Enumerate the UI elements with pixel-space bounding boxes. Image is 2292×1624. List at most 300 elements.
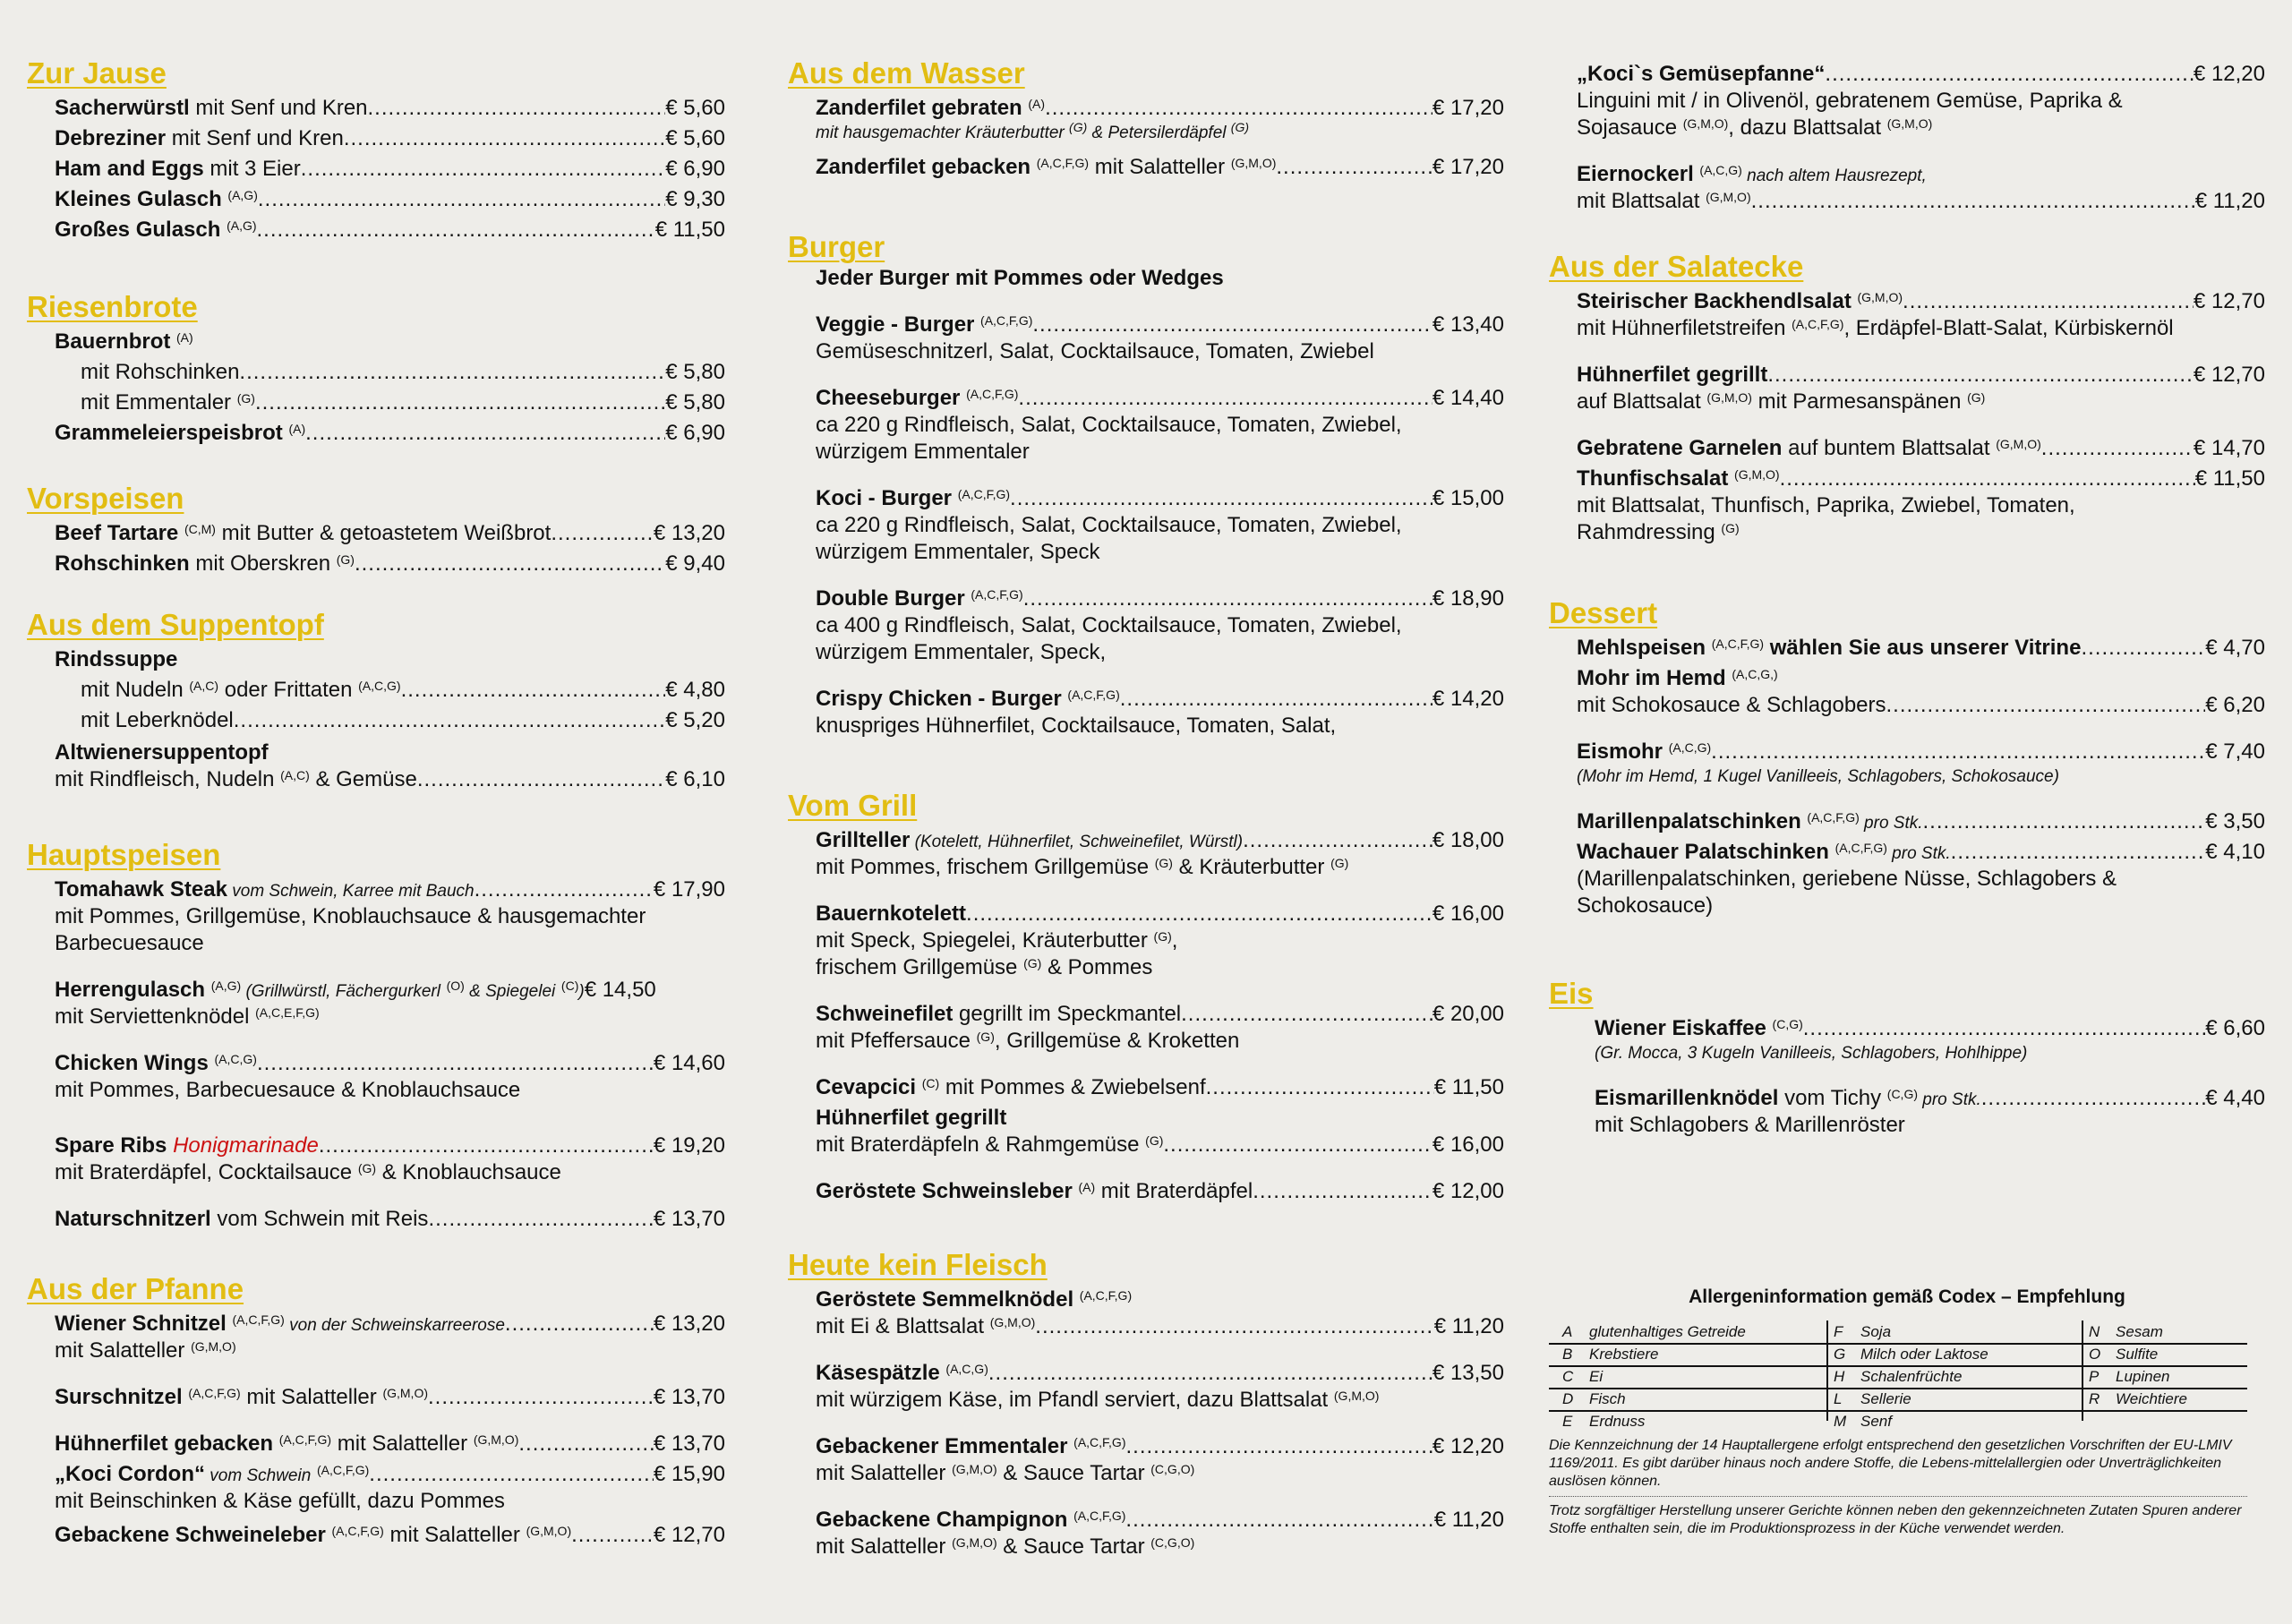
allergen-name: Erdnuss (1589, 1413, 1646, 1430)
menu-item (55, 1050, 725, 1104)
item-name: Wiener Schnitzel (55, 1312, 227, 1336)
menu-item (816, 1433, 1504, 1487)
allergen-code: (A,C,F,G) (957, 487, 1011, 501)
item-detail: vom Schwein (205, 1466, 312, 1485)
item-name: Tomahawk Steak (55, 877, 227, 902)
menu-item (1577, 61, 2265, 141)
item-description: Linguini mit / in Olivenöl, gebratenem Gemüse, Paprika & (1577, 89, 2123, 113)
item-name: Eiernockerl (1577, 162, 1694, 186)
allergen-code: (G,M,O) (1333, 1389, 1380, 1403)
item-price: € 3,50 (2205, 809, 2265, 833)
item-price: € 17,90 (653, 877, 725, 902)
item-price: € 5,80 (665, 390, 725, 415)
allergen-table (1549, 1321, 2247, 1430)
item-description: Rahmdressing (1577, 520, 1715, 544)
item-detail: pro Stk. (1859, 814, 1923, 833)
menu-item (1577, 665, 2265, 719)
item-name: Double Burger (816, 586, 965, 611)
item-detail: nach altem Hausrezept, (1741, 167, 1927, 185)
allergen-code: (A) (1028, 97, 1046, 111)
item-name: Herrengulasch (55, 978, 206, 1002)
section-title: Vorspeisen (27, 482, 184, 515)
item-description: mit Braterdäpfel, Cocktailsauce (55, 1160, 353, 1184)
subheading: Altwienersuppentopf (55, 740, 269, 765)
menu-item (1577, 288, 2265, 342)
allergen-letter: P (2089, 1368, 2100, 1385)
menu-item (55, 1206, 725, 1233)
item-description: mit Blattsalat (1577, 189, 1700, 213)
item-price: € 11,50 (2194, 466, 2265, 491)
menu-item (1577, 839, 2265, 919)
item-detail: vom Tichy (1778, 1086, 1882, 1110)
allergen-code: (C,G,O) (1150, 1535, 1195, 1550)
item-detail: pro Stk. (1886, 844, 1951, 863)
item-price: € 16,00 (1432, 1133, 1504, 1157)
menu-item (1577, 435, 2265, 462)
allergen-code: (G,M,O) (473, 1432, 519, 1447)
allergen-letter: H (1834, 1368, 1845, 1385)
item-description: mit Braterdäpfeln & Rahmgemüse (816, 1133, 1140, 1157)
item-name: Koci - Burger (816, 486, 953, 510)
allergen-letter: L (1834, 1390, 1843, 1407)
menu-item (1595, 1085, 2265, 1139)
allergen-code: (A,C) (280, 768, 310, 782)
item-description: mit Schlagobers & Marillenröster (1595, 1113, 1905, 1137)
allergen-code: (A,C,F,G) (1067, 688, 1120, 702)
item-name: Geröstete Semmelknödel (816, 1287, 1074, 1312)
item-detail: vom Schwein, Karree mit Bauch (227, 882, 475, 901)
item-name: Crispy Chicken - Burger (816, 687, 1062, 711)
item-price: € 17,20 (1432, 96, 1504, 120)
item-price: € 4,10 (2205, 840, 2265, 864)
allergen-code: (A,C) (189, 679, 219, 693)
item-detail: & Spiegelei (464, 982, 556, 1001)
allergen-letter: F (1834, 1323, 1843, 1340)
allergen-letter: O (2089, 1346, 2101, 1363)
allergen-code: (C) (921, 1076, 940, 1090)
allergen-code: (G,M,O) (989, 1315, 1036, 1329)
item-description: Barbecuesauce (55, 931, 204, 955)
allergen-code: (G) (1330, 856, 1349, 870)
menu-item (816, 1507, 1504, 1560)
item-description: , Erdäpfel-Blatt-Salat, Kürbiskernöl (1843, 316, 2174, 340)
allergen-code: (A,C,F,G) (316, 1463, 370, 1477)
item-description: auf Blattsalat (1577, 389, 1701, 414)
item-name: mit Leberknödel (81, 708, 234, 732)
item-description: würzigem Emmentaler, Speck (816, 540, 1100, 564)
item-price: € 14,20 (1432, 687, 1504, 711)
section-pfanne-vegetarisch (1549, 57, 2265, 215)
allergen-code: (G) (1023, 956, 1042, 970)
item-description: (Gr. Mocca, 3 Kugeln Vanilleeis, Schlagobers, Hohlhippe) (1595, 1044, 2028, 1063)
allergen-info (1549, 1285, 2265, 1538)
allergen-name: Schalenfrüchte (1860, 1368, 1963, 1385)
allergen-letter: B (1562, 1346, 1573, 1363)
section-title: Eis (1549, 977, 1594, 1010)
allergen-code: (O) (446, 979, 465, 993)
item-name: Eismohr (1577, 739, 1663, 764)
allergen-code: (G) (357, 1161, 377, 1175)
item-price: € 9,40 (665, 551, 725, 576)
item-name: mit Rindfleisch, Nudeln (55, 767, 275, 791)
menu-item (816, 154, 1504, 181)
item-price: € 15,00 (1432, 486, 1504, 510)
item-description: & Knoblauchsauce (376, 1160, 561, 1184)
item-description: Schokosauce) (1577, 893, 1714, 918)
item-price: € 12,70 (2193, 289, 2265, 313)
table-row (1549, 1388, 2247, 1412)
section-riesenbrote (27, 289, 725, 447)
allergen-code: (A,C,F,G) (980, 313, 1033, 328)
section-title: Riesenbrote (27, 290, 198, 323)
item-price: € 14,40 (1432, 386, 1504, 410)
menu-item (55, 420, 725, 447)
item-name: Gebackener Emmentaler (816, 1434, 1068, 1458)
item-price: € 13,70 (653, 1432, 725, 1456)
menu-item (55, 551, 725, 577)
allergen-code: (A,C,F,G) (1792, 317, 1844, 331)
menu-item (55, 186, 725, 213)
item-description: Gemüseschnitzerl, Salat, Cocktailsauce, Tomaten, Zwiebel (816, 339, 1374, 363)
item-name: Gebratene Garnelen (1577, 436, 1783, 460)
allergen-code: (A,C,G) (945, 1362, 988, 1376)
item-description: & Sauce Tartar (996, 1461, 1145, 1485)
allergen-code: (G,M,O) (952, 1535, 997, 1550)
menu-item (1577, 635, 2265, 662)
allergen-code: (G) (976, 1030, 995, 1044)
item-description: ca 400 g Rindfleisch, Salat, Cocktailsauce, Tomaten, Zwiebel, (816, 613, 1402, 637)
item-name: Veggie - Burger (816, 312, 975, 337)
section-pfanne (27, 1271, 725, 1549)
item-description: Sojasauce (1577, 115, 1678, 140)
section-title: Aus dem Suppentopf (27, 608, 324, 641)
item-price: € 13,20 (653, 521, 725, 545)
item-price: € 11,20 (1433, 1314, 1504, 1338)
menu-item (816, 901, 1504, 981)
allergen-code: (C) (560, 979, 579, 993)
item-description: mit Salatteller (816, 1534, 946, 1559)
allergen-code: (G,M,O) (1230, 156, 1277, 170)
allergen-code: (A,G) (227, 218, 257, 233)
item-name: Hühnerfilet gegrillt (1577, 363, 1768, 387)
allergen-title: Allergeninformation gemäß Codex – Empfehlung (1689, 1286, 2125, 1307)
allergen-code: (G) (1967, 390, 1986, 405)
item-price: € 5,60 (665, 96, 725, 120)
menu-item (816, 1105, 1504, 1158)
item-price: € 11,50 (654, 218, 725, 242)
item-description: ca 220 g Rindfleisch, Salat, Cocktailsauce, Tomaten, Zwiebel, (816, 413, 1402, 437)
menu-item (55, 1384, 725, 1411)
section-title: Hauptspeisen (27, 838, 221, 871)
allergen-code: (C,M) (184, 522, 216, 536)
item-detail: mit Pommes & Zwiebelsenf (939, 1075, 1206, 1099)
item-name: Kleines Gulasch (55, 187, 222, 211)
section-dessert (1549, 595, 2265, 919)
item-price: € 14,50 (584, 978, 656, 1002)
item-detail: mit Braterdäpfel (1095, 1179, 1253, 1203)
allergen-name: Ei (1589, 1368, 1604, 1385)
item-name: Käsespätzle (816, 1361, 940, 1385)
allergen-code: (A,C,F,G) (1036, 156, 1090, 170)
item-name: Zanderfilet gebraten (816, 96, 1022, 120)
item-name: Hühnerfilet gegrillt (816, 1106, 1007, 1130)
allergen-code: (G) (1154, 856, 1173, 870)
item-name: Cevapcici (816, 1075, 917, 1099)
section-title: Zur Jause (27, 56, 167, 90)
item-description: knuspriges Hühnerfilet, Cocktailsauce, Tomaten, Salat, (816, 714, 1337, 738)
item-price: € 5,20 (665, 708, 725, 732)
section-vorspeisen (27, 481, 725, 577)
item-name: Beef Tartare (55, 521, 179, 545)
item-name: Mehlspeisen (1577, 636, 1706, 660)
allergen-code: (A,C,F,G) (1079, 1288, 1133, 1303)
item-detail: (Grillwürstl, Fächergurkerl (241, 982, 440, 1001)
section-heute-kein-fleisch (788, 1247, 1504, 1560)
item-description: mit Pommes, Barbecuesauce & Knoblauchsauce (55, 1078, 521, 1102)
item-price: € 9,30 (665, 187, 725, 211)
allergen-code: (A,G) (210, 979, 242, 993)
allergen-name: glutenhaltiges Getreide (1589, 1323, 1746, 1340)
item-price: € 12,70 (2193, 363, 2265, 387)
item-description: frischem Grillgemüse (816, 955, 1018, 979)
allergen-name: Lupinen (2116, 1368, 2170, 1385)
item-price: € 11,20 (2194, 189, 2265, 213)
item-name: Sacherwürstl (55, 96, 190, 120)
item-price: € 17,20 (1432, 155, 1504, 179)
menu-item (816, 585, 1504, 666)
item-name: Grillteller (816, 828, 911, 852)
item-price: € 13,20 (653, 1312, 725, 1336)
menu-item (55, 766, 725, 793)
item-detail: mit Salatteller (331, 1432, 468, 1456)
item-description: mit Speck, Spiegelei, Kräuterbutter (816, 928, 1148, 953)
item-price: € 6,60 (2205, 1016, 2265, 1040)
item-price: € 6,90 (665, 421, 725, 445)
item-description: ca 220 g Rindfleisch, Salat, Cocktailsauce, Tomaten, Zwiebel, (816, 513, 1402, 537)
section-title: Aus der Pfanne (27, 1272, 244, 1305)
allergen-code: (A,C,F,G) (278, 1432, 332, 1447)
menu-item (816, 312, 1504, 365)
allergen-code: (G,M,O) (1857, 290, 1903, 304)
item-name: „Koci Cordon“ (55, 1462, 205, 1486)
section-title: Burger (788, 230, 885, 263)
item-price: € 19,20 (653, 1133, 725, 1158)
allergen-code: (A,C,G) (214, 1052, 257, 1066)
item-price: € 6,20 (2205, 693, 2265, 717)
item-description: , Grillgemüse & Kroketten (994, 1029, 1240, 1053)
allergen-code: (A) (1078, 1180, 1096, 1194)
allergen-code: (G,M,O) (191, 1339, 236, 1354)
item-price: € 6,10 (665, 767, 725, 791)
allergen-code: (G) (1230, 120, 1249, 134)
allergen-name: Soja (1860, 1323, 1892, 1340)
item-description: & Pommes (1041, 955, 1153, 979)
item-description: würzigem Emmentaler, Speck, (816, 640, 1107, 664)
item-name: Wiener Eiskaffee (1595, 1016, 1766, 1040)
item-price: € 12,00 (1432, 1179, 1504, 1203)
item-name: Hühnerfilet gebacken (55, 1432, 274, 1456)
menu-item (55, 977, 725, 1030)
item-price: € 12,70 (653, 1523, 725, 1547)
item-price: € 13,50 (1432, 1361, 1504, 1385)
item-detail: mit Oberskren (189, 551, 331, 576)
allergen-code: (A,C,F,G) (188, 1386, 241, 1400)
item-name: mit Rohschinken (81, 360, 240, 384)
item-description: (Marillenpalatschinken, geriebene Nüsse, Schlagobers & (1577, 867, 2117, 891)
allergen-code: (G) (236, 391, 255, 406)
item-detail: mit Salatteller (383, 1523, 520, 1547)
table-row (1549, 1410, 2247, 1432)
item-price: € 12,20 (1432, 1434, 1504, 1458)
allergen-letter: N (2089, 1323, 2100, 1340)
section-aus-dem-wasser (788, 56, 1504, 181)
item-detail: ) (578, 982, 585, 1001)
allergen-code: (A,C,G) (1668, 740, 1712, 755)
item-price: € 6,90 (665, 157, 725, 181)
item-name: Gebackene Champignon (816, 1508, 1068, 1532)
allergen-code: (A,C,F,G) (1834, 841, 1887, 855)
item-price: € 16,00 (1432, 902, 1504, 926)
subheading: Rindssuppe (55, 647, 178, 671)
item-name: Rohschinken (55, 551, 190, 576)
allergen-name: Sellerie (1860, 1390, 1911, 1407)
item-detail: mit Salatteller (240, 1385, 377, 1409)
item-name: Gebackene Schweineleber (55, 1523, 326, 1547)
item-name: Cheeseburger (816, 386, 961, 410)
allergen-name: Fisch (1589, 1390, 1626, 1407)
item-name: Thunfischsalat (1577, 466, 1729, 491)
menu-item (816, 827, 1504, 881)
item-price: € 20,00 (1432, 1002, 1504, 1026)
item-detail: vom Schwein mit Reis (210, 1207, 429, 1231)
allergen-letter: G (1834, 1346, 1846, 1363)
allergen-code: (G,M,O) (1734, 467, 1780, 482)
subheading-text: Bauernbrot (55, 329, 171, 354)
allergen-code: (A,C,G) (358, 679, 401, 693)
allergen-code: (G) (1153, 929, 1172, 944)
item-name: Geröstete Schweinsleber (816, 1179, 1073, 1203)
item-price: € 14,70 (2193, 436, 2265, 460)
allergen-letter: A (1562, 1323, 1573, 1340)
menu-item (816, 1360, 1504, 1414)
divider (1549, 1496, 2247, 1497)
section-salatecke (1549, 249, 2265, 546)
allergen-letter: M (1834, 1413, 1847, 1430)
allergen-code: (C,G,O) (1150, 1462, 1195, 1476)
item-detail: mit Senf und Kren (189, 96, 368, 120)
menu-item (1577, 739, 2265, 789)
item-description: mit Pfeffersauce (816, 1029, 971, 1053)
item-price: € 13,40 (1432, 312, 1504, 337)
menu-item (55, 1431, 725, 1457)
item-name: Surschnitzel (55, 1385, 183, 1409)
section-suppentopf (27, 607, 725, 793)
menu-item (55, 1311, 725, 1364)
menu-item (1577, 362, 2265, 415)
item-name: Marillenpalatschinken (1577, 809, 1801, 833)
allergen-name: Krebstiere (1589, 1346, 1659, 1363)
item-price: € 4,70 (2205, 636, 2265, 660)
item-detail: mit 3 Eier (203, 157, 301, 181)
item-price: € 12,20 (2193, 62, 2265, 86)
menu-item (816, 385, 1504, 466)
item-name: Chicken Wings (55, 1051, 209, 1075)
menu-item (1595, 1015, 2265, 1065)
section-zur-jause (27, 56, 725, 244)
allergen-code: (G,M,O) (1996, 437, 2041, 451)
item-description: mit Salatteller (816, 1461, 946, 1485)
allergen-code: (G,M,O) (1886, 116, 1933, 131)
item-detail: von der Schweinskarreerose (284, 1316, 505, 1335)
item-price: € 11,50 (1433, 1075, 1504, 1099)
item-price: € 14,60 (653, 1051, 725, 1075)
allergen-name: Senf (1860, 1413, 1892, 1430)
menu-item (55, 1133, 725, 1186)
subheading: Jeder Burger mit Pommes oder Wedges (816, 266, 1224, 290)
allergen-code: (A,G) (227, 188, 258, 202)
item-description: mit hausgemachter Kräuterbutter (816, 124, 1065, 142)
item-name: wählen Sie aus unserer Vitrine (1764, 636, 2082, 660)
allergen-note: Trotz sorgfältiger Herstellung unserer Gerichte können neben den gekennzeichneten Zutaten Spuren anderer Stoffe enthalten sein, die im Produktionsprozess in der Küche verwendet werden. (1549, 1503, 2242, 1536)
allergen-code: (G,M,O) (952, 1462, 997, 1476)
item-description: mit Pommes, frischem Grillgemüse (816, 855, 1150, 879)
allergen-code: (A,C,E,F,G) (255, 1005, 320, 1020)
allergen-code: (G) (1721, 521, 1740, 535)
item-description: mit würzigem Käse, im Pfandl serviert, dazu Blattsalat (816, 1388, 1329, 1412)
item-detail: mit Senf und Kren (166, 126, 344, 150)
section-title: Aus dem Wasser (788, 56, 1025, 90)
menu-item (55, 125, 725, 152)
item-name: Naturschnitzerl (55, 1207, 211, 1231)
allergen-code: (G) (336, 552, 355, 567)
item-name: Ham and Eggs (55, 157, 204, 181)
menu-item (55, 95, 725, 122)
section-title: Dessert (1549, 596, 1658, 629)
item-detail: mit Butter & getoastetem Weißbrot (215, 521, 552, 545)
menu-item (1577, 808, 2265, 835)
menu-item (1577, 161, 2265, 215)
allergen-code: (C,G) (1772, 1017, 1803, 1031)
section-title: Heute kein Fleisch (788, 1248, 1048, 1281)
item-description: (Mohr im Hemd, 1 Kugel Vanilleeis, Schlagobers, Schokosauce) (1577, 767, 2059, 786)
menu-item (55, 156, 725, 183)
allergen-code: (C,G) (1886, 1087, 1918, 1101)
menu-item (81, 677, 725, 704)
allergen-code: (A,C,F,G) (1073, 1435, 1126, 1449)
allergen-code: (A,C,F,G) (1711, 637, 1765, 651)
allergen-code: (G) (1069, 120, 1088, 134)
allergen-code: (G) (1145, 1133, 1164, 1148)
allergen-code: (A) (288, 422, 306, 436)
menu-item (816, 1286, 1504, 1340)
item-name: Bauernkotelett (816, 902, 967, 926)
allergen-name: Sulfite (2116, 1346, 2159, 1363)
item-description: mit Schokosauce & Schlagobers (1577, 693, 1886, 717)
allergen-name: Sesam (2116, 1323, 2163, 1340)
allergen-note: Die Kennzeichnung der 14 Hauptallergene erfolgt entsprechend den gesetzlichen Vorschriften der EU-LMIV 1169/2011. Es gibt darüber hinaus noch andere Stoffe, die Lebens-mittelallergien oder Unverträglichkeiten auslösen können. (1549, 1438, 2232, 1489)
menu-item (81, 389, 725, 416)
item-detail: mit Salatteller (1089, 155, 1226, 179)
item-detail: pro Stk. (1918, 1090, 1981, 1109)
item-detail: auf buntem Blattsalat (1782, 436, 1990, 460)
allergen-name: Milch oder Laktose (1860, 1346, 1988, 1363)
menu-item (81, 707, 725, 734)
item-name: Spare Ribs (55, 1133, 167, 1158)
allergen-code: (A,C,F,G) (966, 387, 1019, 401)
allergen-letter: C (1562, 1368, 1574, 1385)
item-price: € 18,90 (1432, 586, 1504, 611)
item-description: mit Pommes, Grillgemüse, Knoblauchsauce & hausgemachter (55, 904, 646, 928)
